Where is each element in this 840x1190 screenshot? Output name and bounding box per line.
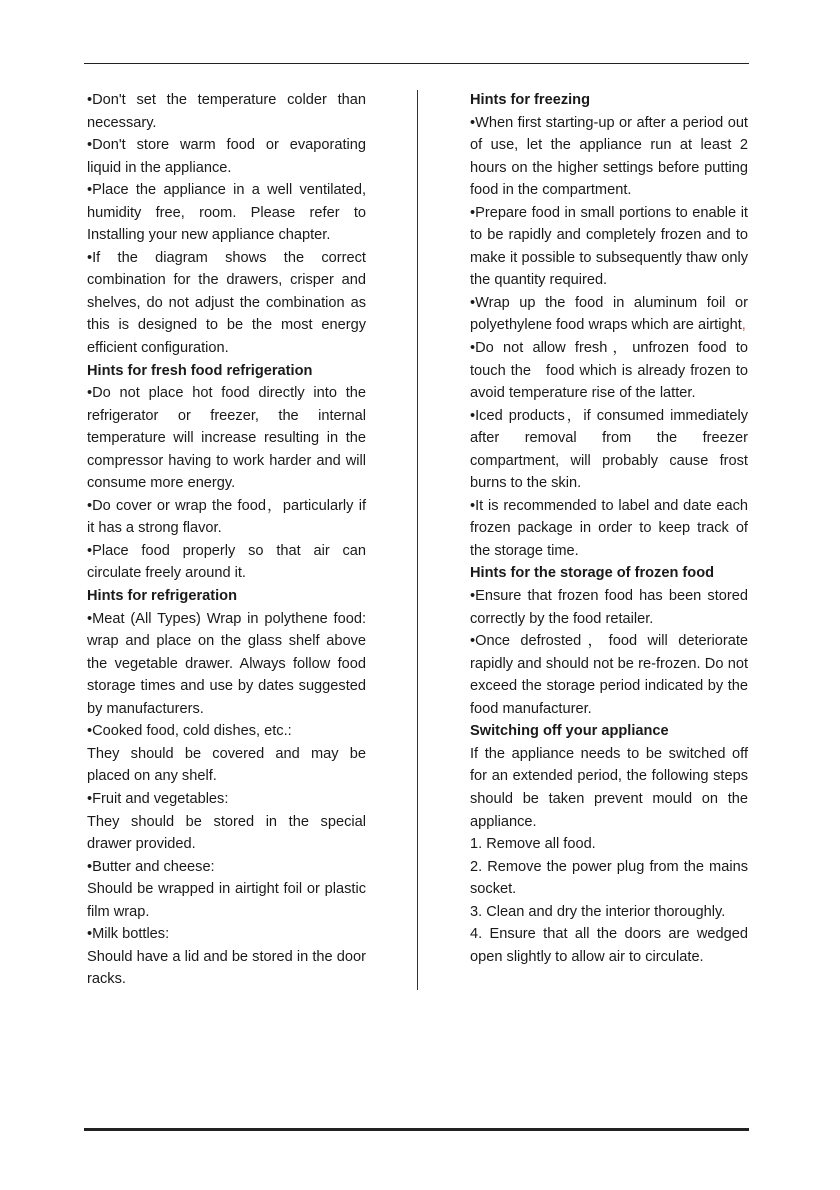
- tip-label-date: • It is recommended to label and date each frozen package in order to keep track of the storage time.: [470, 495, 748, 563]
- switch-off-step-1: 1. Remove all food.: [470, 836, 596, 853]
- tip-wrap-foil: • Wrap up the food in aluminum foil or polyethylene food wraps which are airtight,: [470, 292, 748, 337]
- tip-drawer-combination: • If the diagram shows the correct combination for the drawers, crisper and shelves, do not adjust the combination as this is designed to be the most energy efficient configuration.: [87, 247, 366, 360]
- footer-rule: [84, 1128, 749, 1131]
- heading-switching-off: Switching off your appliance: [470, 723, 669, 740]
- switch-off-step-2: 2. Remove the power plug from the mains socket.: [470, 858, 748, 898]
- switch-off-step-3: 3. Clean and dry the interior thoroughly.: [470, 903, 726, 920]
- tip-butter-text: Should be wrapped in airtight foil or plastic film wrap.: [87, 881, 366, 920]
- tip-hot-food: • Do not place hot food directly into the refrigerator or freezer, the internal temperature will increase resulting in the compressor having to work harder and will consume more energy.: [87, 382, 366, 495]
- column-divider: [417, 90, 418, 990]
- heading-refrigeration: Hints for refrigeration: [87, 588, 238, 605]
- tip-ventilation: • Place the appliance in a well ventilated, humidity free, room. Please refer to Installing your new appliance chapter.: [87, 179, 366, 247]
- tip-fresh-unfrozen: • Do not allow fresh，unfrozen food to touch the food which is already frozen to avoid temperature rise of the latter.: [470, 337, 748, 405]
- tip-cooked-food-label: • Cooked food, cold dishes, etc.:: [87, 720, 366, 743]
- left-column: [87, 89, 366, 991]
- tip-fruit-text: They should be stored in the special drawer provided.: [87, 813, 366, 853]
- heading-fresh-food-refrigeration: Hints for fresh food refrigeration: [87, 362, 313, 379]
- tip-cover-food: • Do cover or wrap the food，particularly if it has a strong flavor.: [87, 495, 366, 540]
- tip-small-portions: • Prepare food in small portions to enable it to be rapidly and completely frozen and to make it possible to subsequently thaw only the quantity required.: [470, 202, 748, 292]
- switch-off-intro: If the appliance needs to be switched off for an extended period, the following steps should be taken prevent mould on the appliance.: [470, 745, 748, 830]
- switch-off-step-4: 4. Ensure that all the doors are wedged open slightly to allow air to circulate.: [470, 926, 748, 965]
- tip-fruit-label: • Fruit and vegetables:: [87, 788, 366, 811]
- tip-defrosted: • Once defrosted，food will deteriorate rapidly and should not be re-frozen. Do not exceed the storage period indicated by the food manufacturer.: [470, 630, 748, 720]
- header-rule: [84, 63, 749, 64]
- tip-butter-label: • Butter and cheese:: [87, 856, 366, 879]
- heading-storage-frozen-food: Hints for the storage of frozen food: [470, 565, 715, 582]
- tip-iced-products: • Iced products，if consumed immediately after removal from the freezer compartment, will probably cause frost burns to the skin.: [470, 405, 748, 495]
- tip-first-start: • When first starting-up or after a period out of use, let the appliance run at least 2 hours on the higher settings before putting food in the compartment.: [470, 112, 748, 202]
- tip-milk-label: • Milk bottles:: [87, 923, 366, 946]
- tip-retailer: • Ensure that frozen food has been stored correctly by the food retailer.: [470, 585, 748, 630]
- tip-air-circulation: • Place food properly so that air can circulate freely around it.: [87, 540, 366, 585]
- heading-freezing: Hints for freezing: [470, 92, 590, 108]
- tip-cooked-food-text: They should be covered and may be placed on any shelf.: [87, 745, 366, 785]
- tip-temperature: • Don't set the temperature colder than necessary.: [87, 89, 366, 134]
- tip-warm-food: • Don't store warm food or evaporating liquid in the appliance.: [87, 134, 366, 179]
- tip-meat: • Meat (All Types) Wrap in polythene food: wrap and place on the glass shelf above the vegetable drawer. Always follow food storage times and use by dates suggested by manufacturers.: [87, 608, 366, 721]
- right-column: [470, 89, 748, 968]
- tip-milk-text: Should have a lid and be stored in the door racks.: [87, 948, 366, 988]
